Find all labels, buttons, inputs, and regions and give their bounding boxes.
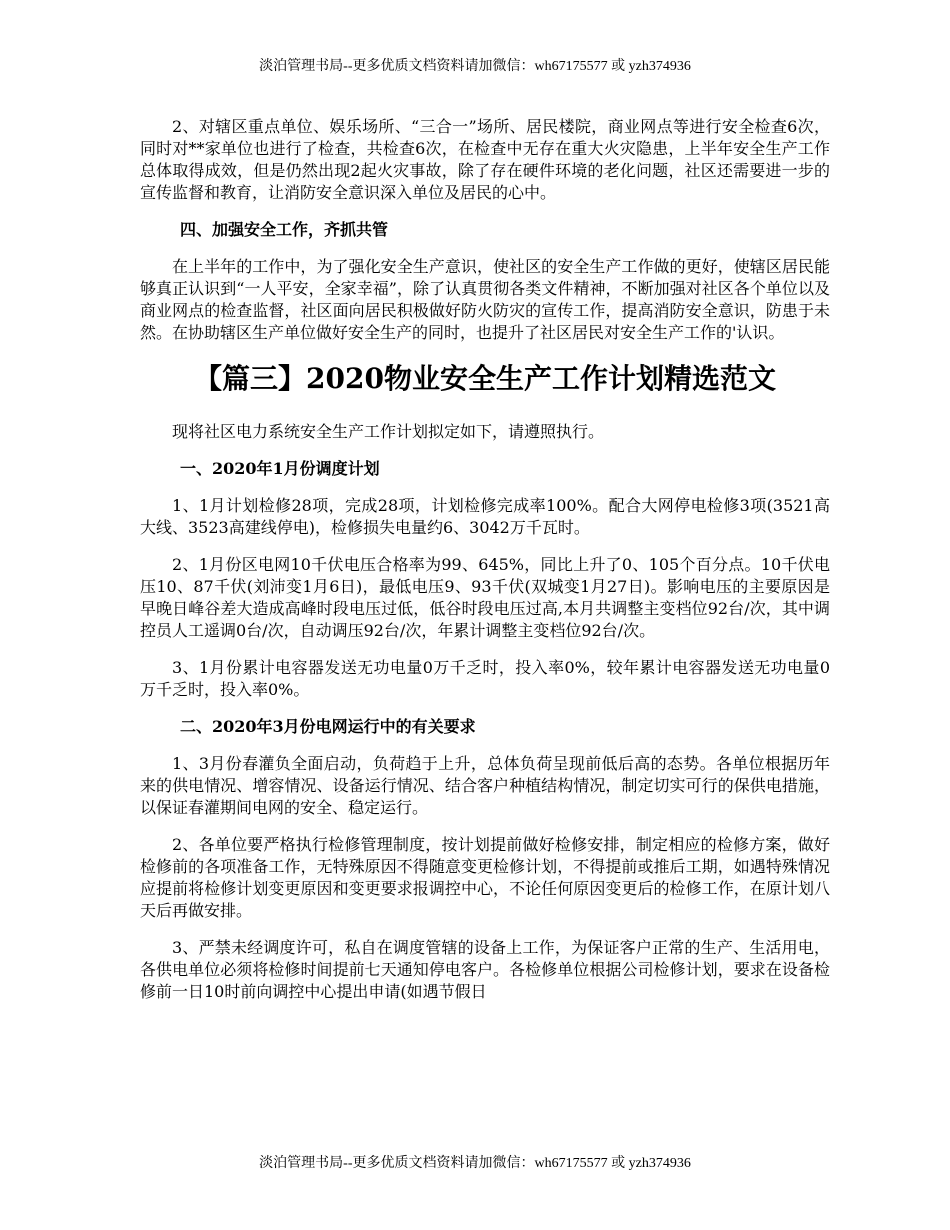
paragraph-dispatch-permission: 3、严禁未经调度许可，私自在调度管辖的设备上工作，为保证客户正常的生产、生活用电，各供电单位必须将检修时间提前七天通知停电客户。各检修单位根据公司检修计划，要求在设备检修前一日10时前向调控中心提出申请(如遇节假日 — [140, 938, 830, 1001]
page-header: 淡泊管理书局--更多优质文档资料请加微信：wh67175577 或 yzh374936 — [259, 59, 691, 74]
document-title: 【篇三】2020物业安全生产工作计划精选范文 — [194, 362, 776, 395]
section-heading-2: 二、2020年3月份电网运行中的有关要求 — [180, 717, 476, 736]
paragraph-capacitor: 3、1月份累计电容器发送无功电量0万千乏时，投入率0%，较年累计电容器发送无功电量0万千乏时，投入率0%。 — [140, 658, 830, 699]
paragraph-maintenance-management: 2、各单位要严格执行检修管理制度，按计划提前做好检修安排，制定相应的检修方案，做好检修前的各项准备工作，无特殊原因不得随意变更检修计划，不得提前或推后工期，如遇特殊情况应提前将检修计划变更原因和变更要求报调控中心，不论任何原因变更后的检修工作，在原计划八天后再做安排。 — [140, 835, 830, 920]
paragraph-voltage-rate: 2、1月份区电网10千伏电压合格率为99、645%，同比上升了0、105个百分点。10千伏电压10、87千伏(刘沛变1月6日)，最低电压9、93千伏(双城变1月27日)。影响电压的主要原因是早晚日峰谷差大造成高峰时段电压过低，低谷时段电压过高,本月共调整主变档位92台/次，其中调控员人工遥调0台/次，自动调压92台/次，年累计调整主变档位92台/次。 — [140, 555, 830, 640]
paragraph-maintenance-plan: 1、1月计划检修28项，完成28项，计划检修完成率100%。配合大网停电检修3项(3521高大线、3523高建线停电)，检修损失电量约6、3042万千瓦时。 — [140, 496, 830, 537]
page-footer: 淡泊管理书局--更多优质文档资料请加微信：wh67175577 或 yzh374936 — [259, 1156, 691, 1171]
section-heading-1: 一、2020年1月份调度计划 — [180, 459, 380, 478]
paragraph-spring-irrigation: 1、3月份春灌负全面启动，负荷趋于上升，总体负荷呈现前低后高的态势。各单位根据历年来的供电情况、增容情况、设备运行情况、结合客户种植结构情况，制定切实可行的保供电措施，以保证春灌期间电网的安全、稳定运行。 — [140, 754, 830, 817]
section-heading-4: 四、加强安全工作，齐抓共管 — [180, 220, 389, 239]
paragraph-safety-inspection: 2、对辖区重点单位、娱乐场所、“三合一”场所、居民楼院，商业网点等进行安全检查6次，同时对**家单位也进行了检查，共检查6次，在检查中无存在重大火灾隐患，上半年安全生产工作总体取得成效，但是仍然出现2起火灾事故，除了存在硬件环境的老化问题，社区还需要进一步的宣传监督和教育，让消防安全意识深入单位及居民的心中。 — [140, 117, 830, 202]
paragraph-intro: 现将社区电力系统安全生产工作计划拟定如下，请遵照执行。 — [172, 422, 605, 441]
paragraph-first-half-work: 在上半年的工作中，为了强化安全生产意识，使社区的安全生产工作做的更好，使辖区居民能够真正认识到“一人平安，全家幸福”，除了认真贯彻各类文件精神，不断加强对社区各个单位以及商业网点的检查监督，社区面向居民积极做好防火防灾的宣传工作，提高消防安全意识，防患于未然。在协助辖区生产单位做好安全生产的同时，也提升了社区居民对安全生产工作的'认识。 — [140, 257, 830, 342]
document-body — [140, 116, 830, 1018]
